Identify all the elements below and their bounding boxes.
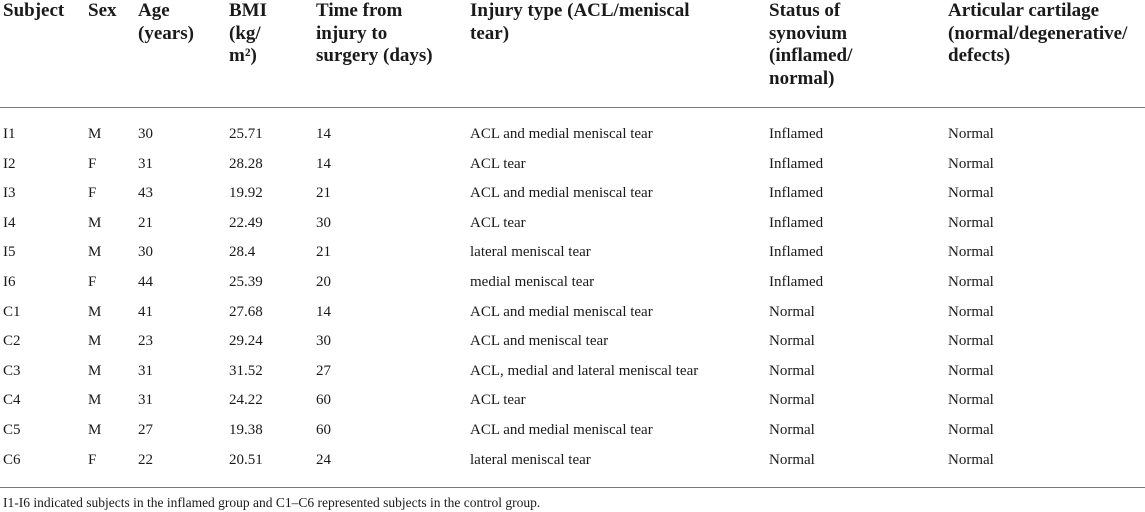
table-cell: 29.24 [229,333,263,350]
table-cell: I3 [3,185,16,202]
table-cell: 24 [316,451,331,468]
table-cell: M [88,214,102,231]
table-cell: Normal [948,214,994,231]
header-time-to-surgery: Time from injury to surgery (days) [316,0,433,66]
header-subject: Subject [3,0,65,21]
table-cell: ACL and meniscal tear [470,333,609,350]
table-row [0,149,1145,179]
table-cell: 21 [138,214,153,231]
table-cell: Normal [948,185,994,202]
table-cell: 30 [316,214,331,231]
table-cell: 25.39 [229,274,263,290]
table-cell: 21 [316,244,331,261]
table-row [0,178,1145,208]
table-cell: 27 [316,362,331,379]
header-injury-type: Injury type (ACL/meniscal tear) [470,0,690,44]
table-cell: ACL and medial meniscal tear [470,185,653,202]
table-cell: M [88,392,102,409]
table-row [0,326,1145,356]
table-cell: Normal [948,451,994,468]
table-cell: M [88,333,102,350]
table-cell: medial meniscal tear [470,274,595,290]
table-row [0,237,1145,267]
table-cell: 60 [316,392,331,409]
table-cell: F [88,185,97,202]
table-cell: Normal [769,303,815,320]
table-row [0,445,1145,475]
table-cell: Normal [769,362,815,379]
header-bmi: BMI (kg/ m²) [229,0,267,66]
table-cell: C2 [3,333,21,350]
table-cell: C4 [3,392,21,409]
table-cell: 60 [316,422,331,438]
table-cell: 25.71 [229,126,263,142]
table-cell: F [88,274,97,290]
table-cell: ACL and medial meniscal tear [470,303,653,320]
table-header [0,0,1145,108]
table-row [0,385,1145,415]
table-cell: Normal [948,392,994,409]
table-cell: I2 [3,155,16,172]
table-row [0,297,1145,327]
table-cell: 14 [316,303,331,320]
table-cell: ACL, medial and lateral meniscal tear [470,362,699,379]
table-cell: 19.92 [229,185,263,202]
table-cell: Normal [948,303,994,320]
table-cell: Normal [769,422,815,438]
table-cell: ACL and medial meniscal tear [470,126,653,142]
table-cell: 43 [138,185,153,202]
table-footnote: I1-I6 indicated subjects in the inflamed group and C1–C6 represented subjects in the control group. [3,495,541,510]
table-cell: Normal [769,392,815,409]
table-cell: Normal [948,422,994,438]
table-row [0,356,1145,386]
table-cell: 30 [316,333,331,350]
table-cell: 31 [138,362,153,379]
table-cell: 30 [138,244,153,261]
table-cell: lateral meniscal tear [470,244,591,261]
table-cell: C3 [3,362,21,379]
table-cell: ACL tear [470,155,526,172]
table-cell: Normal [948,244,994,261]
table-row [0,415,1145,445]
table-row [0,267,1145,297]
table-cell: Normal [948,155,994,172]
table-cell: F [88,155,97,172]
table-cell: M [88,362,102,379]
table-cell: 31 [138,392,153,409]
table-cell: 14 [316,126,331,142]
table-cell: 41 [138,303,153,320]
header-divider [0,107,1145,108]
table-cell: Normal [948,126,994,142]
table-cell: 24.22 [229,392,263,409]
table-cell: 22 [138,451,153,468]
table-cell: Inflamed [769,126,824,142]
table-cell: M [88,126,102,142]
table-cell: I4 [3,214,16,231]
table-cell: ACL tear [470,214,526,231]
table-bottom-divider [0,487,1145,488]
table-cell: lateral meniscal tear [470,451,591,468]
table-cell: Inflamed [769,274,824,290]
table-cell: C5 [3,422,21,438]
table-cell: ACL and medial meniscal tear [470,422,653,438]
table-cell: Normal [948,274,994,290]
table-cell: M [88,303,102,320]
table-cell: 28.28 [229,155,263,172]
table-cell: I6 [3,274,16,290]
table-cell: 20 [316,274,331,290]
table-cell: M [88,244,102,261]
header-sex: Sex [88,0,117,21]
table-cell: 23 [138,333,153,350]
table-cell: F [88,451,97,468]
table-cell: 30 [138,126,153,142]
table-cell: ACL tear [470,392,526,409]
header-age: Age (years) [138,0,194,44]
table-cell: Normal [769,333,815,350]
table-row [0,208,1145,238]
table-cell: Normal [769,451,815,468]
table-cell: I5 [3,244,16,261]
table-cell: M [88,422,102,438]
table-cell: C1 [3,303,21,320]
table-cell: 31.52 [229,362,263,379]
table-cell: 14 [316,155,331,172]
header-synovium-status: Status of synovium (inflamed/ normal) [769,0,853,89]
table-cell: 19.38 [229,422,263,438]
table-cell: Inflamed [769,185,824,202]
table-cell: 22.49 [229,214,263,231]
table-cell: Inflamed [769,214,824,231]
table-cell: 21 [316,185,331,202]
table-cell: Inflamed [769,155,824,172]
table-cell: Normal [948,362,994,379]
table-cell: Normal [948,333,994,350]
table-cell: 28.4 [229,244,256,261]
table-cell: 20.51 [229,451,263,468]
table-cell: 44 [138,274,153,290]
table-cell: Inflamed [769,244,824,261]
table-cell: C6 [3,451,21,468]
table-cell: I1 [3,126,16,142]
table-cell: 27 [138,422,153,438]
table-cell: 27.68 [229,303,263,320]
table-row [0,119,1145,149]
header-articular-cartilage: Articular cartilage (normal/degenerative/ defects) [948,0,1128,66]
table-cell: 31 [138,155,153,172]
